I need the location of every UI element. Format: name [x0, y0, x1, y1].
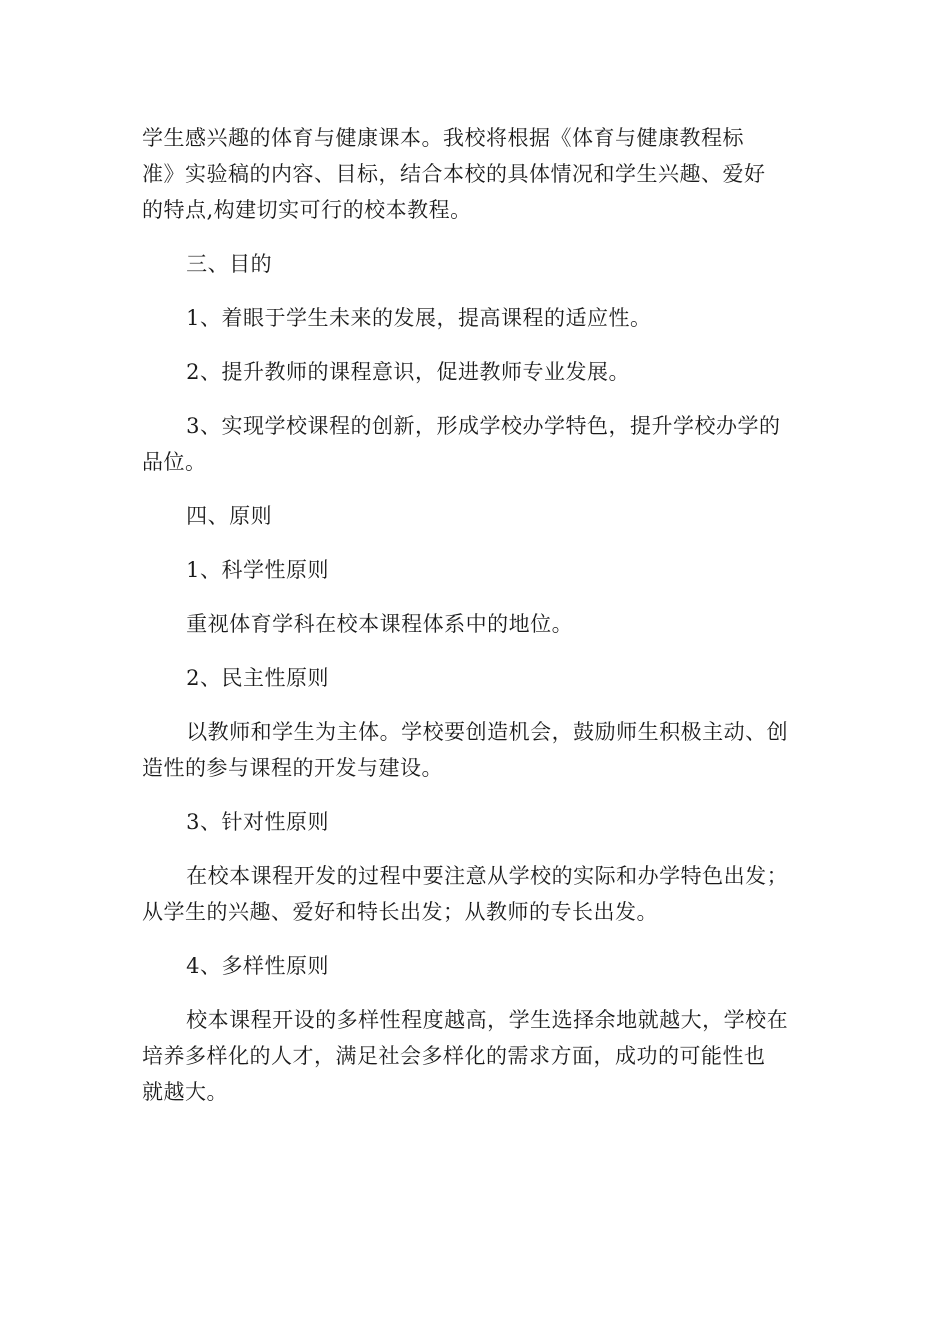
text-line: 在校本课程开发的过程中要注意从学校的实际和办学特色出发； [186, 864, 789, 888]
principle-body-2 [142, 714, 807, 786]
text-line: 3、实现学校课程的创新，形成学校办学特色，提升学校办学的 [186, 414, 781, 438]
principle-body-3 [142, 858, 807, 930]
text-line: 学生感兴趣的体育与健康课本。我校将根据《体育与健康教程标 [142, 126, 744, 150]
purpose-item-2 [142, 354, 807, 390]
text-line: 从学生的兴趣、爱好和特长出发；从教师的专长出发。 [142, 900, 658, 924]
document-page [142, 120, 807, 1110]
text-line: 品位。 [142, 450, 207, 474]
text-line: 四、原则 [186, 504, 273, 528]
section-heading-principles [142, 498, 807, 534]
text-line: 1、科学性原则 [186, 558, 329, 582]
text-line: 就越大。 [142, 1080, 228, 1104]
principle-body-4 [142, 1002, 807, 1110]
text-line: 3、针对性原则 [186, 810, 329, 834]
principle-body-1 [142, 606, 807, 642]
text-line: 1、着眼于学生未来的发展，提高课程的适应性。 [186, 306, 652, 330]
text-line: 培养多样化的人才，满足社会多样化的需求方面，成功的可能性也 [142, 1044, 766, 1068]
text-line: 的特点,构建切实可行的校本教程。 [142, 198, 472, 222]
text-line: 准》实验稿的内容、目标，结合本校的具体情况和学生兴趣、爱好 [142, 162, 766, 186]
principle-heading-3 [142, 804, 807, 840]
text-line: 三、目的 [186, 252, 273, 276]
text-line: 2、提升教师的课程意识，促进教师专业发展。 [186, 360, 630, 384]
text-line: 以教师和学生为主体。学校要创造机会，鼓励师生积极主动、创 [186, 720, 789, 744]
text-line: 重视体育学科在校本课程体系中的地位。 [186, 612, 574, 636]
principle-heading-2 [142, 660, 807, 696]
purpose-item-3 [142, 408, 807, 480]
paragraph-intro [142, 120, 807, 228]
text-line: 2、民主性原则 [186, 666, 329, 690]
principle-heading-4 [142, 948, 807, 984]
text-line: 造性的参与课程的开发与建设。 [142, 756, 443, 780]
principle-heading-1 [142, 552, 807, 588]
text-line: 校本课程开设的多样性程度越高，学生选择余地就越大，学校在 [186, 1008, 789, 1032]
purpose-item-1 [142, 300, 807, 336]
section-heading-purpose [142, 246, 807, 282]
text-line: 4、多样性原则 [186, 954, 329, 978]
